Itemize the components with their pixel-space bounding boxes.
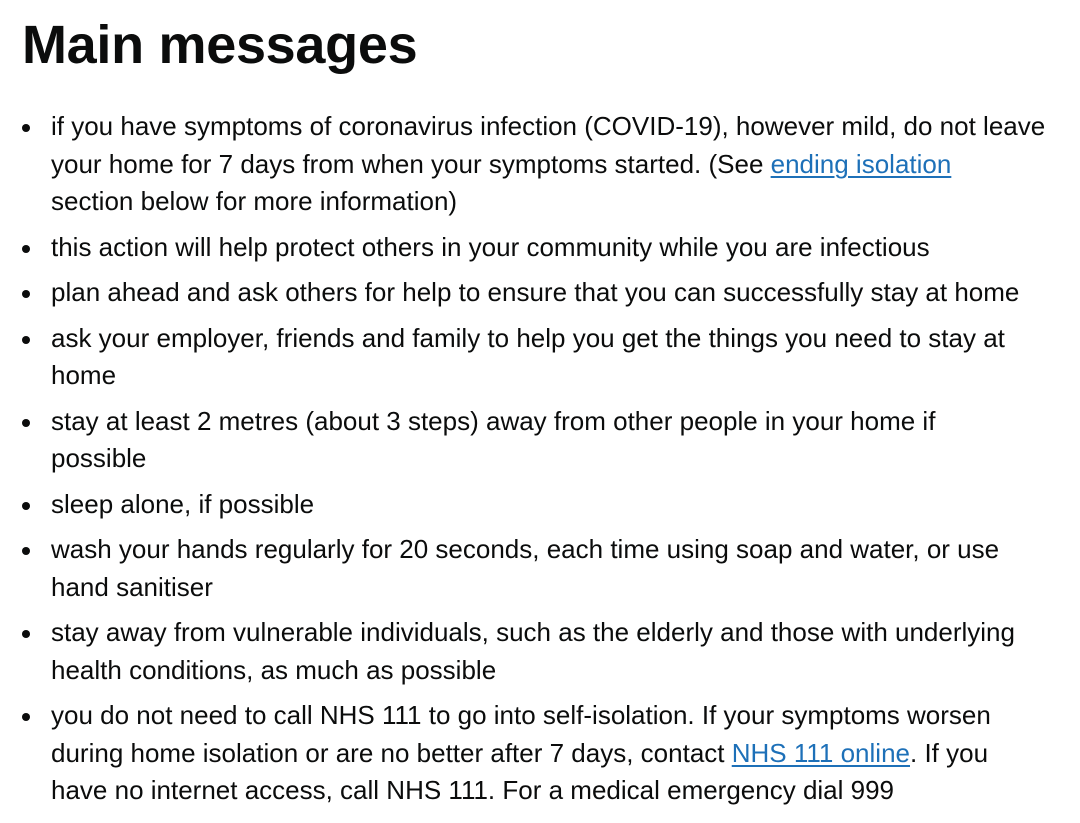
item-text: hand sanitiser [51, 571, 213, 602]
bullet-icon [22, 124, 30, 132]
bullet-icon [22, 502, 30, 510]
item-text: have no internet access, call NHS 111. For a medical emergency dial 999 [51, 775, 895, 805]
bullet-icon [22, 290, 30, 298]
messages-list [22, 108, 1080, 810]
nhs-111-online-link[interactable]: NHS 111 online [731, 737, 910, 768]
main-messages-section [22, 14, 1080, 818]
item-text: stay at least 2 metres (about 3 steps) away from other people in your home if [51, 405, 936, 436]
list-item [22, 229, 1080, 267]
bullet-icon [22, 336, 30, 344]
bullet-icon [22, 547, 30, 555]
item-text: during home isolation or are no better after 7 days, contact [51, 737, 732, 768]
bullet-icon [22, 713, 30, 721]
item-text: if you have symptoms of coronavirus infection (COVID-19), however mild, do not leave [51, 111, 1046, 141]
item-text: you do not need to call NHS 111 to go into self-isolation. If your symptoms worsen [51, 700, 991, 730]
list-item [22, 320, 1080, 395]
list-item [22, 614, 1080, 689]
item-text: this action will help protect others in your community while you are infectious [51, 231, 930, 262]
item-text: stay away from vulnerable individuals, such as the elderly and those with underlying [51, 617, 1015, 647]
item-text: possible [51, 443, 147, 473]
item-text: ask your employer, friends and family to help you get the things you need to stay at [51, 322, 1005, 353]
bullet-icon [22, 630, 30, 638]
list-item [22, 531, 1080, 606]
ending-isolation-link[interactable]: ending isolation [770, 148, 952, 179]
item-text: section below for more information) [51, 186, 458, 216]
bullet-icon [22, 419, 30, 427]
item-text: . If you [910, 737, 989, 768]
item-text: wash your hands regularly for 20 seconds, each time using soap and water, or use [51, 534, 1000, 564]
list-item [22, 403, 1080, 478]
item-text: sleep alone, if possible [51, 488, 315, 519]
bullet-icon [22, 245, 30, 253]
item-text: plan ahead and ask others for help to ensure that you can successfully stay at home [51, 277, 1020, 307]
list-item [22, 108, 1080, 221]
list-item [22, 274, 1080, 312]
item-text: home [51, 360, 117, 390]
item-text: your home for 7 days from when your symptoms started. (See [51, 148, 771, 179]
list-item [22, 486, 1080, 524]
list-item [22, 697, 1080, 810]
page-heading: Main messages [22, 15, 418, 75]
item-text: health conditions, as much as possible [51, 654, 497, 685]
